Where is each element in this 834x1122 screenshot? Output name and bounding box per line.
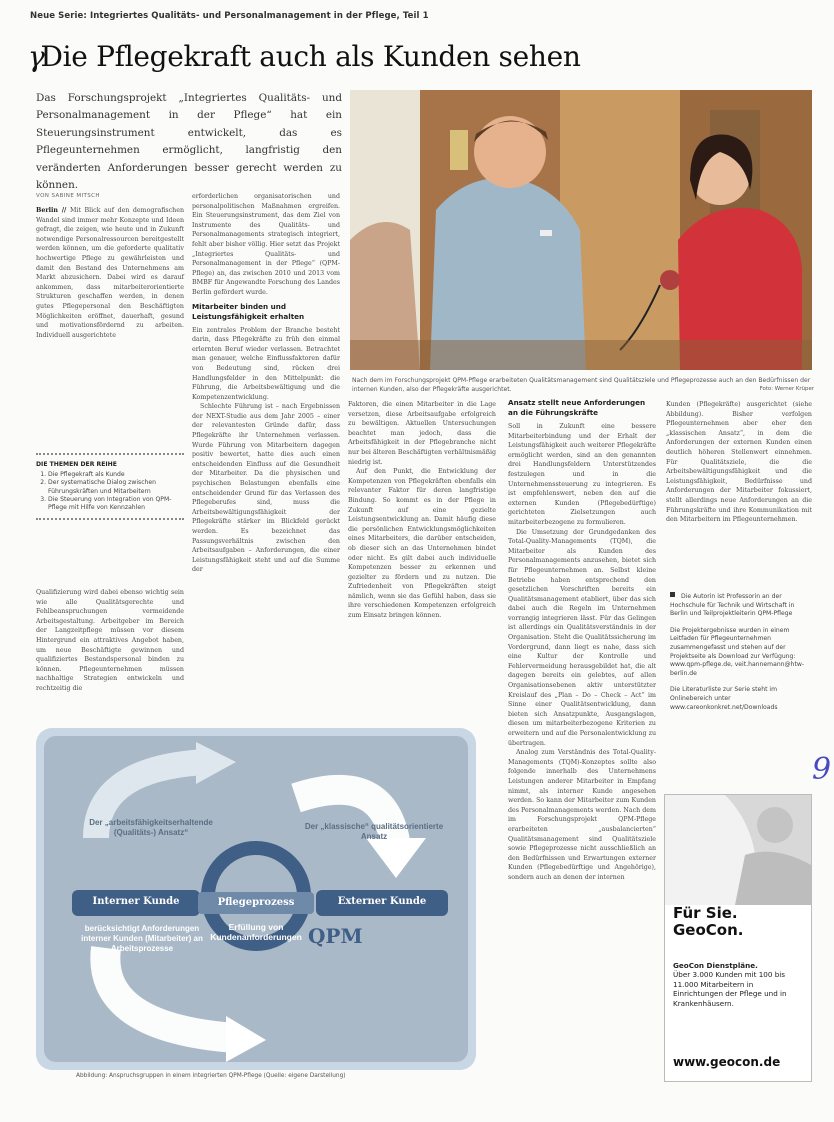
col1-paragraph-2: Qualifizierung wird dabei ebenso wichtig sein wie alle Qualitätsgerechte und Fehlbeanspruchungen vermeidende Arbeitsgestaltung. Arbeitgeber im Bereich der Langzeitpflege müssen vor diesem Hintergrund ein attraktives Angebot haben, um neue Beschäftigte gewinnen und qualifiziertes Bestandspersonal binden zu können. Pflegeunternehmen müssen nachhaltige Strategien entwickeln und rechtzeitig die [36,589,184,692]
ad-link[interactable]: www.geocon.de [673,1055,781,1069]
handwritten-mark-icon: γ [28,40,45,73]
photo-credit: Foto: Werner Krüper [759,386,814,392]
label-left-approach: Der „arbeitsfähigkeitserhaltende (Qualitäts-) Ansatz“ [89,818,213,837]
ad-line-2: Über 3.000 Kunden mit 100 bis 11.000 Mitarbeitern in Einrichtungen der Pflege und in Krankenhäusern. [673,970,787,1008]
col4-paragraph-1: Soll in Zukunft eine bessere Mitarbeiterbindung und der Erhalt der Leistungsfähigkeit auch weiterer Pflegekräfte ermöglicht werden, sind an den genannten drei Handlungsfeldern Unterstützendes festzulegen und in die Unternehmenssteuerung zu integrieren. Es ist empfehlenswert, neben den auf die externen Kunden (Pflegebedürftige) gerichteten Zielsetzungen auch mitarbeiterbezogene zu formulieren. [508,423,656,526]
internal-customer-label: Interner Kunde [92,896,180,907]
label-internal-requirements: berücksichtigt Anforderungen interner Kunden (Mitarbeiter) an Arbeitsprozesse [81,924,203,953]
author-line: VON SABINE MITSCH [36,193,100,199]
col2-paragraph-3: Schlechte Führung ist – nach Ergebnissen der NEXT-Studie aus dem Jahr 2005 – einer der relevantesten Gründe dafür, dass Pflegekräfte ihr Unternehmen verlassen. Wurde Führung von Mitarbeitern dagegen positiv bewertet, hatte dies auch einen entscheidenden Einfluss auf die Gesundheit der Mitarbeiter. Da die physischen und psychischen Belastungen ebenfalls eine entscheidender Grund für das Verlassen des Pflegeberufes sind, muss die Arbeitsbewältigungsfähigkeit der Pflegekräfte stärker im Blickfeld gerückt werden. Es bezeichnet das Passungsverhältnis zwischen den Arbeitsaufgaben – Anforderungen, die einer Leistungsfähigkeit steht und auf die Summe der [192,403,340,574]
col4-paragraph-2: Die Umsetzung der Grundgedanken des Total-Quality-Managements (TQM), die Mitarbeiter als Kunden des Personalmanagements anzusehen, bietet sich für Pflegeunternehmen an. Selbst kleine Betriebe haben entsprechend den gesetzlichen Vorschriften bereits ein Qualitätsmanagement etabliert, über das sich dabei auch die Regeln im Unternehmen vorrangig integrieren lässt. Für das Gelingen ist allerdings ein Qualitätsverständnis in der Organisation. Steht die Qualitätssicherung im Vordergrund, dann liegt es nahe, dass sich eine Kultur der Kontrolle und Fehlervermeidung herausgebildet hat, die alt dagegen bereits ein gelebtes, auf allen Organisationsebenen aktiv unterstützter Kreislauf des „Plan – Do – Check – Act“ im Sinne einer Qualitätsentwicklung, dann bieten sich Ansatzpunkte, Ausgangslagen, diesen um mitarbeiterbezogene Kriterien zu erweitern und auf die Personalentwicklung zu übertragen. [508,528,656,747]
lead-paragraph: Das Forschungsprojekt „Integriertes Qualitäts- und Personalmanagement in der Pflege“ hat ein Steuerungsinstrument entwickelt, das es Pflegeunternehmen ermöglicht, langfristig den veränderten Anforderungen besser gerecht werden zu können. [36,92,342,192]
series-topic: 1. Die Pflegekraft als Kunde [48,471,184,479]
ad-title: Für Sie. GeoCon. [673,904,744,939]
article-column-5 [666,400,812,525]
label-right-approach: Der „klassische“ qualitätsorientierte Ansatz [304,822,444,841]
qpm-logo: QPM [308,924,363,948]
col2-paragraph-2: Ein zentrales Problem der Branche besteht darin, dass Pflegekräfte zu früh den einmal erlernten Beruf wieder verlassen. Betrachtet man genauer, welche Einflussfaktoren dafür von Bedeutung sind, rücken drei Handlungsfelder in den Mittelpunkt: die Führung, die Arbeitsbewältigung und die Kompetenzentwicklung. [192,326,340,401]
series-topics-box [36,453,184,520]
external-customer-label: Externer Kunde [337,896,427,907]
article-photo [350,90,812,370]
headline [28,40,581,73]
note-literature: Die Literaturliste zur Serie steht im Onlinebereich unter www.careonkonkret.net/Downloads [670,686,778,711]
photo-caption-text: Nach dem im Forschungsprojekt QPM-Pflege erarbeiteten Qualitätsmanagement sind Qualitätsziele und Pflegeprozesse auch an den Bedürfnissen der internen Kunden, also der Pflegekräfte ausgerichtet. [352,377,811,393]
subheading: Mitarbeiter binden und Leistungsfähigkeit erhalten [192,301,305,321]
col5-paragraph-1: Kunden (Pflegekräfte) ausgerichtet (siehe Abbildung). Bisher verfolgen Pflegeunternehmen aber eher den „klassischen Ansatz“, in dem die Anforderungen der externen Kunden einen deutlich höheren Stellenwert einnehmen. Für Qualitätsziele, die die Arbeitsbewältigungsfähigkeit und die Leistungsfähigkeit, Bedürfnisse und Anforderungen der Mitarbeiter fokussiert, stellt allerdings neue Anforderungen an die Führungskräfte und ihre Kommunikation mit den Mitarbeitern im Pflegeunternehmen. [666,401,812,524]
author-note [670,592,810,720]
article-column-4 [508,398,656,883]
ad-image [665,795,811,905]
photo-caption [352,376,814,394]
divider [36,453,184,455]
series-topic: 2. Der systematische Dialog zwischen Führungskräften und Mitarbeitern [48,479,184,495]
headline-text: Die Pflegekraft auch als Kunden sehen [40,40,581,73]
col1-paragraph-1: Mit Blick auf den demografischen Wandel sind immer mehr Konzepte und Ideen gefragt, die zeigen, wie heute und in Zukunft notwendige Personalressourcen bereitgestellt werden können, um die geforderte qualitativ hochwertige Pflege zu gewährleisten und damit den Bestand des Unternehmens am Markt abzusichern. Dabei wird es darauf ankommen, dass mitarbeiterorientierte Strukturen geschaffen werden, in denen gutes Pflegepersonal den Beschäftigten Möglichkeiten eröffnet, dauerhaft, gesund und motivationsfördernd zu arbeiten. Individuell ausgerichtete [36,207,185,339]
note-author: Die Autorin ist Professorin an der Hochschule für Technik und Wirtschaft in Berlin und Teilprojektleiterin QPM-Pflege [670,593,795,618]
series-topics-title: DIE THEMEN DER REIHE [36,461,117,468]
figure-caption: Abbildung: Anspruchsgruppen in einem integrierten QPM-Pflege (Quelle: eigene Darstellung) [76,1073,346,1079]
article-column-1-continued [36,588,184,694]
advertisement[interactable] [664,794,812,1082]
care-process-label: Pflegeprozess [217,897,295,908]
dateline: Berlin // [36,207,70,214]
ad-body [673,961,805,1008]
subheading: Ansatz stellt neue Anforderungen an die Führungskräfte [508,398,646,417]
series-label: Neue Serie: Integriertes Qualitäts- und Personalmanagement in der Pflege, Teil 1 [30,11,429,21]
label-fulfilment: Erfüllung von Kundenanforderungen [210,922,302,942]
divider [36,518,184,520]
article-column-3 [348,400,496,621]
series-topics-list [36,471,184,512]
article-column-2 [192,192,340,575]
series-topic: 3. Die Steuerung von Integration von QPM-Pflege mit Hilfe von Kennzahlen [48,496,184,512]
article-column-1 [36,206,184,340]
note-download: Die Projektergebnisse wurden in einem Leitfaden für Pflegeunternehmen zusammengefasst und stehen auf der Projektseite als Download zur Verfügung: www.qpm-pflege.de, veit.hannemann@htw-berlin.de [670,626,805,677]
col2-paragraph-1: erforderlichen organisatorischen und personalpolitischen Maßnahmen ergreifen. Ein Steuerungsinstrument, das dem Ziel von Instrumente des Qualitäts- und Personalmanagements strategisch integriert, fehlt aber bisher völlig. Hier setzt das Projekt „Integriertes Qualitäts- und Personalmanagement in der Pflege“ (QPM-Pflege) an, das zwischen 2010 und 2013 vom BMBF für Angewandte Forschung des Landes Berlin gefördert wurde. [192,193,340,296]
ad-line-1: GeoCon Dienstpläne. [673,961,758,970]
col4-paragraph-3: Analog zum Verständnis des Total-Quality-Managements (TQM)-Konzeptes sollte also folgende innerhalb des Unternehmens Leistungen anderer Mitarbeiter in Empfang nimmt, als interner Kunde angesehen werden. So kann der Mitarbeiter zum Kunden des Personalmanagements werden. Nach dem im Forschungsprojekt QPM-Pflege erarbeiteten „ausbalancierten“ Qualitätsmanagement sind Qualitätsziele sowie Pflegeprozesse nicht ausschließlich an den Bedürfnissen und Erwartungen externer Kunden (Pflegebedürftige und Angehörige), sondern auch an denen der internen [508,749,656,881]
col3-paragraph-1: Faktoren, die einen Mitarbeiter in die Lage versetzen, diese Arbeitsaufgabe erfolgreich zu bewältigen. Aktuellen Untersuchungen beachtet man jedoch, dass die Arbeitsfähigkeit in der Pflegebranche nicht nur bei älteren Beschäftigten verhältnismäßig niedrig ist. [348,401,496,466]
bullet-square-icon [670,592,675,597]
handwritten-page-number: 9 [812,752,832,787]
qpm-diagram [36,728,476,1070]
col3-paragraph-2: Auf den Punkt, die Entwicklung der Kompetenzen von Pflegekräften ebenfalls ein relevanter Faktor für deren langfristige Bindung. So kommt es in der Pflege in Zukunft auf eine gezielte Leistungsentwicklung an. Damit häufig diese die persönlichen Entwicklungsmöglichkeiten eines Mitarbeiters, die darüber entscheiden, ob dieser sich an das Unternehmen bindet oder nicht. Es gilt dabei auch individuelle Kompetenzen besser zu erkennen und gezielter zu fördern und zu nutzen. Die Zufriedenheit von Pflegekräften steigt nämlich, wenn sie das Gefühl haben, dass sie ihre verschiedenen Kompetenzen erfolgreich zum Einsatz bringen können. [348,468,496,620]
photo-nurse-and-caregiver [350,90,812,370]
